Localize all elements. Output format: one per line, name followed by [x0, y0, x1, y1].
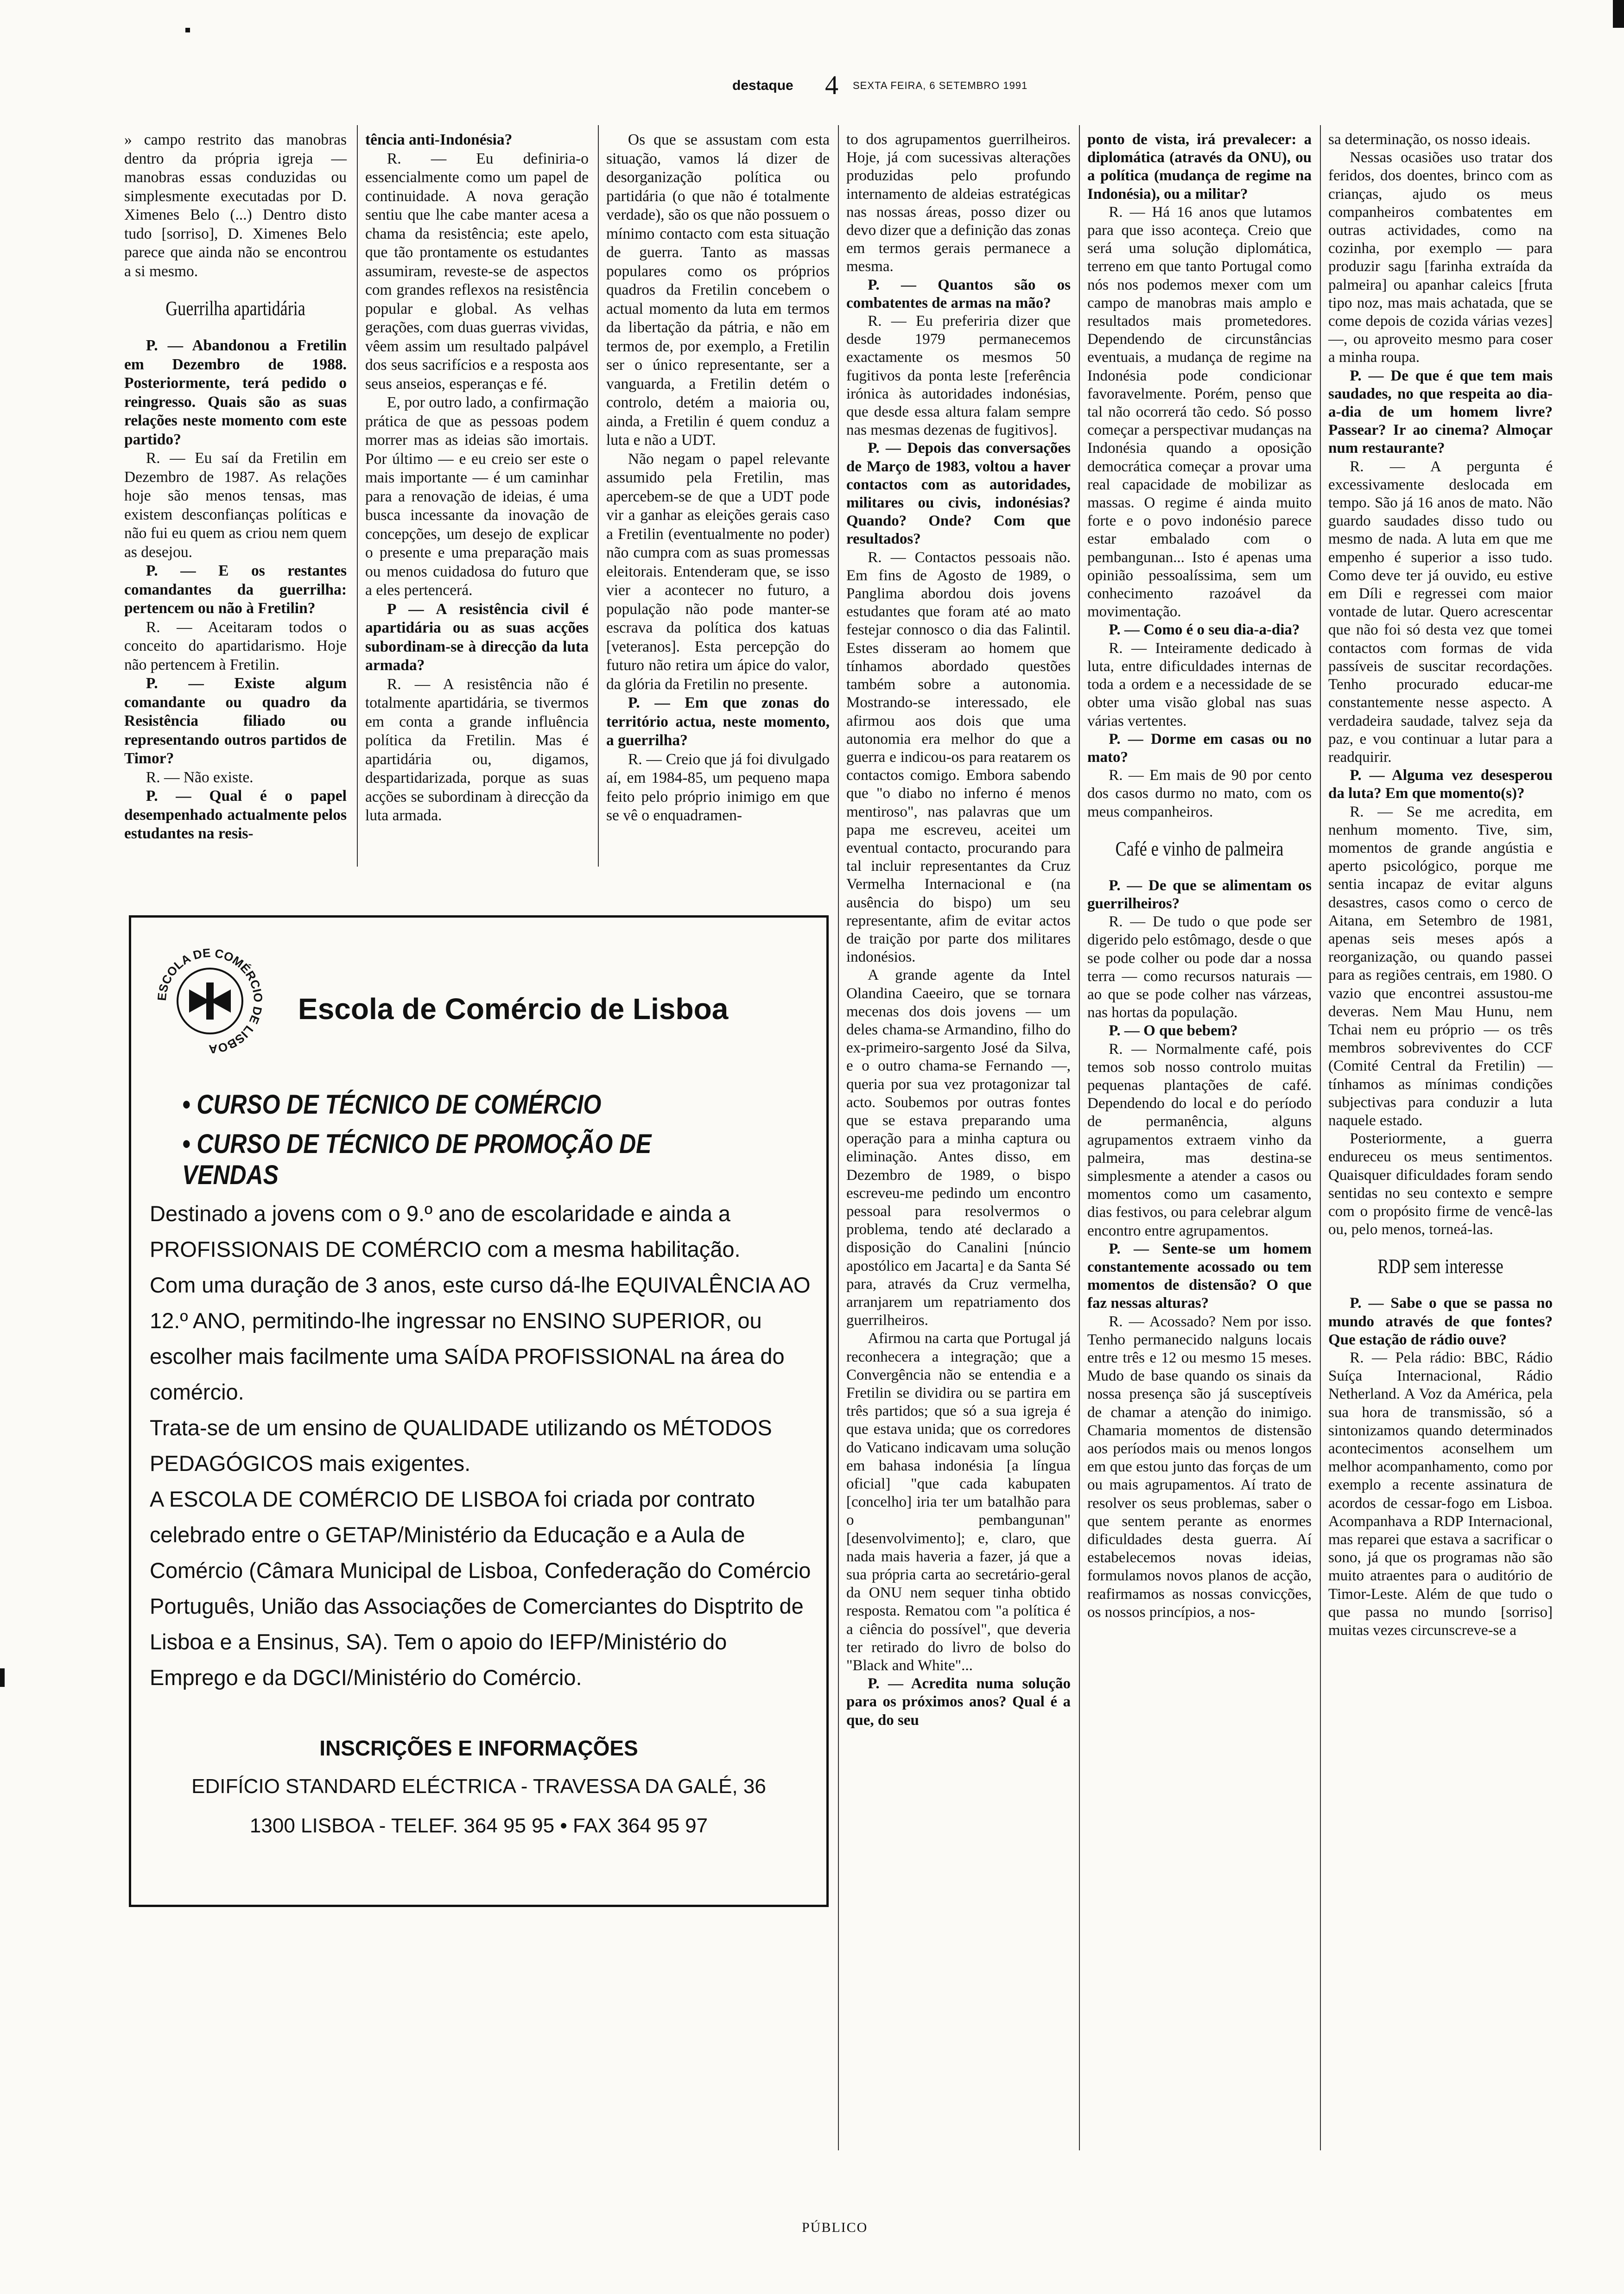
- question: tência anti-Indonésia?: [365, 131, 513, 148]
- subheading: Guerrilha apartidária: [165, 297, 305, 320]
- answer: R. — Eu definiria-o essencialmente como um papel de continuidade. A nova geração sentiu que lhe cabe manter acesa a chama da resistência; este apelo, que tão prontamente os estudantes assumiram, reveste-se de aspectos com grandes reflexos na resistência popular e global. As velhas gerações, com duas guerras vividas, vêem assim um resultado palpável dos seus sacrifícios e a resposta aos seus anseios, esperanças e fé.: [365, 150, 589, 393]
- answer: R. — Pela rádio: BBC, Rádio Suíça Internacional, Rádio Netherland. A Voz da América, pela sua hora de transmissão, só a sintonizamos quando determinados acontecimentos aconselhem um melhor acompanhamento, como por exemplo a recente assinatura de acordos de cessar-fogo em Lisboa. Acompanhava a RDP Internacional, mas reparei que estava a sacrificar o sono, já que os programas não são muito atraentes para o auditório de Timor-Leste. Além de que tudo o que passa no mundo [sorriso] muitas vezes circunscreve-se a: [1328, 1350, 1553, 1639]
- logo-ring-text: ESCOLA DE COMÉRCIO DE LISBOA: [154, 945, 266, 1057]
- advertisement: [129, 915, 829, 1907]
- contact-line: 1300 LISBOA - TELEF. 364 95 95 • FAX 364 95 97: [249, 1814, 708, 1837]
- article-column-6: [1328, 131, 1553, 1640]
- paragraph: sa determinação, os nosso ideais.: [1328, 131, 1531, 148]
- address-line: EDIFÍCIO STANDARD ELÉCTRICA - TRAVESSA DA GALÉ, 36: [191, 1775, 766, 1798]
- paragraph: Os que se assustam com esta situação, vamos lá dizer de desorganização política ou partidária (o que não é totalmente verdade), são os que não possuem o mínimo contacto com esta situação de guerra. Tanto as massas populares como os próprios quadros da Fretilin concebem o actual momento da luta em termos da libertação da pátria, e não em termos de, por exemplo, a Fretilin ser o único representante, ser a vanguarda, a Fretilin detém o controlo, detém a maioria ou, ainda, a Fretilin é quem conduz a luta e não a UDT.: [606, 131, 830, 449]
- question: P. — O que bebem?: [1109, 1022, 1238, 1039]
- course-title: • CURSO DE TÉCNICO DE PROMOÇÃO DE VENDAS: [182, 1129, 652, 1190]
- column-rule: [1320, 125, 1321, 2150]
- answer: R. — Eu saí da Fretilin em Dezembro de 1987. As relações hoje são menos tensas, mas existem desconfianças políticas e não fui eu quem as criou nem quem as desejou.: [124, 450, 347, 561]
- paragraph: to dos agrupamentos guerrilheiros. Hoje, já com sucessivas alterações produzidas pelo profundo internamento de aldeias estratégicas nas nossas áreas, posso dizer ou devo dizer que a definição das zonas em termos gerais permanece a mesma.: [846, 131, 1071, 275]
- ad-paragraph: Destinado a jovens com o 9.º ano de escolaridade e ainda a PROFISSIONAIS DE COMÉRCIO com a mesma habilitação.: [150, 1201, 741, 1261]
- question: P. — Qual é o papel desempenhado actualmente pelos estudantes na resis-: [124, 787, 347, 842]
- question: P. — Dorme em casas ou no mato?: [1087, 730, 1312, 766]
- subheading: Café e vinho de palmeira: [1115, 837, 1284, 860]
- section-name: destaque: [732, 78, 793, 93]
- question: ponto de vista, irá prevalecer: a diplomática (através da ONU), ou a política (mudança de regime na Indonésia), ou a militar?: [1087, 131, 1312, 203]
- publication-name: PÚBLICO: [802, 2220, 868, 2235]
- column-rule: [357, 125, 358, 867]
- article-column-2: [365, 131, 589, 825]
- question: P. — De que se alimentam os guerrilheiros?: [1087, 877, 1312, 912]
- column-rule: [598, 125, 599, 867]
- registration-title: INSCRIÇÕES E INFORMAÇÕES: [319, 1736, 638, 1760]
- paragraph: » campo restrito das manobras dentro da própria igreja — manobras essas conduzidas ou simplesmente executadas por D. Ximenes Belo (...) Dentro disto tudo [sorriso], D. Ximenes Belo parece que ainda não se encontrou a si mesmo.: [124, 131, 347, 280]
- answer: R. — Contactos pessoais não. Em fins de Agosto de 1989, o Panglima abordou dois jovens estudantes que foram até ao mato festejar connosco o dia das Falintil. Estes disseram ao homem que tínhamos abordado questões também sobre a autonomia. Mostrando-se interessado, ele afirmou aos dois que uma autonomia era melhor do que a guerra e indicou-os para reatarem os contactos comigo. Embora sabendo que "o diabo no inferno é menos mentiroso", nas palavras que um papa me escreveu, aceitei um eventual contacto, procurando para tal incluir representantes da Cruz Vermelha Internacional e (na ausência do bispo) um seu representante, afim de evitar actos de traição por parte dos militares indonésios.: [846, 549, 1071, 966]
- answer: R. — A pergunta é excessivamente deslocada em tempo. São já 16 anos de mato. Não guardo saudades disso tudo ou mesmo de nada. A luta em que me empenho é superior a isso tudo. Como deve ter já ouvido, eu estive em Díli e regressei com maior vontade de lutar. Quero acrescentar que não foi só desta vez que tomei contactos com formas de vida passíveis de suscitar recordações. Tenho procurado educar-me constantemente nesse aspecto. A verdadeira saudade, talvez seja da paz, e vou continuar a lutar para a readquirir.: [1328, 458, 1553, 766]
- registration-mark: [185, 28, 190, 32]
- question: P — A resistência civil é apartidária ou as suas acções subordinam-se à direcção da luta armada?: [365, 600, 589, 674]
- paragraph: Nessas ocasiões uso tratar dos feridos, dos doentes, brinco com as crianças, ajudo os meus companheiros combatentes em outras actividades, como na cozinha, por exemplo — para produzir sagu [farinha extraída da palmeira] ou apanhar caleics [fruta tipo noz, mas mais achatada, que se come depois de cozida várias vezes] —, ou aproveito mesmo para coser a minha roupa.: [1328, 149, 1553, 366]
- answer: R. — Há 16 anos que lutamos para que isso aconteça. Creio que será uma solução diplomática, terreno em que tanto Portugal como nós nos podemos mexer com um campo de manobras mais amplo e resultados mais prometedores. Dependendo de circunstâncias eventuais, a mudança de regime na Indonésia pode condicionar favoravelmente. Porém, penso que tal não ocorrerá tão cedo. Só posso começar a perspectivar mudanças na Indonésia quando a oposição democrática começar a provar uma real capacidade de mobilizar as massas. O regime é ainda muito forte e o povo indonésio parece estar embalado com o pembangunan... Isto é apenas uma opinião pessoalíssima, sem um conhecimento razoável da movimentação.: [1087, 203, 1312, 621]
- answer: R. — Normalmente café, pois temos sob nosso controlo muitas pequenas plantações de café. Dependendo do local e do período de permanência, alguns agrupamentos extraem vinho da palmeira, mas destina-se simplesmente a atender a casos ou momentos como um casamento, dias festivos, ou para celebrar algum encontro entre agrupamentos.: [1087, 1040, 1312, 1239]
- paragraph: Posteriormente, a guerra endureceu os meus sentimentos. Quaisquer dificuldades foram sendo sentidas no seu contexto e sempre com o propósito firme de vencê-las ou, pelo menos, torneá-las.: [1328, 1130, 1553, 1238]
- answer: R. — Acossado? Nem por isso. Tenho permanecido nalguns locais entre três e 12 ou mesmo 15 meses. Mudo de base quando os sinais da nossa presença são já susceptíveis de chamar a atenção do inimigo. Chamaria momentos de distensão aos períodos mais ou menos longos em que estou junto das forças de um ou mais agrupamentos. Aí trato de resolver os seus problemas, saber o que sentem perante as enormes dificuldades desta guerra. Aí estabelecemos novas ideias, formulamos novos planos de acção, reafirmamos as nossas convicções, os nossos princípios, a nos-: [1087, 1313, 1312, 1621]
- question: P. — Depois das conversações de Março de 1983, voltou a haver contactos com as autoridades, militares ou civis, indonésias? Quando? Onde? Com que resultados?: [846, 440, 1071, 548]
- question: P. — Alguma vez desesperou da luta? Em que momento(s)?: [1328, 767, 1553, 802]
- paragraph: Não negam o papel relevante assumido pela Fretilin, mas apercebem-se de que a UDT pode vir a ganhar as eleições gerais caso a Fretilin (eventualmente no poder) não cumpra com as suas promessas eleitorais. Entenderam que, se isso vier a acontecer no futuro, a população não pode manter-se escrava da política dos katuas [veteranos]. Esta percepção do futuro não retira um ápice do valor, da glória da Fretilin no presente.: [606, 450, 830, 693]
- question: P. — De que é que tem mais saudades, no que respeita ao dia-a-dia de um homem livre? Passear? Ir ao cinema? Almoçar num restaurante?: [1328, 367, 1553, 457]
- course-title: • CURSO DE TÉCNICO DE COMÉRCIO: [182, 1090, 602, 1120]
- question: P. — Existe algum comandante ou quadro da Resistência filiado ou representando outros partidos de Timor?: [124, 675, 347, 767]
- page-number: 4: [825, 70, 838, 100]
- question: P. — Abandonou a Fretilin em Dezembro de 1988. Posteriormente, terá pedido o reingresso. Quais são as suas relações neste momento com este partido?: [124, 337, 347, 448]
- article-column-4: [846, 131, 1071, 1730]
- subheading: RDP sem interesse: [1377, 1255, 1503, 1278]
- paragraph: Afirmou na carta que Portugal já reconhecera a integração; que a Convergência não se entendia e a Fretilin se dividira ou se partira em três partidos; que só a sua igreja é que estava unida; que os corredores do Vaticano indicavam uma solução em bahasa indonésia [a língua oficial] "que cada kabupaten [concelho] iria ter um batalhão para o pembangunan" [desenvolvimento]; e, claro, que nada mais haveria a fazer, já que a sua própria carta ao secretário-geral da ONU nem sequer tinha obtido resposta. Rematou com "a política é a ciência do possível", que deveria ter retirado do livro de bolso do "Black and White"...: [846, 1330, 1071, 1674]
- answer: R. — Inteiramente dedicado à luta, entre dificuldades internas de toda a ordem e a necessidade de se obter uma visão global nas suas várias vertentes.: [1087, 640, 1312, 729]
- answer: R. — A resistência não é totalmente apartidária, se tivermos em conta a grande influência política da Fretilin. Mas é apartidária ou, digamos, despartidarizada, porque as suas acções se subordinam à direcção da luta armada.: [365, 675, 589, 824]
- question: P. — E os restantes comandantes da guerrilha: pertencem ou não à Fretilin?: [124, 562, 347, 617]
- question: P. — Como é o seu dia-a-dia?: [1109, 621, 1300, 639]
- column-rule: [1079, 125, 1080, 2150]
- ad-paragraph: Trata-se de um ensino de QUALIDADE utilizando os MÉTODOS PEDAGÓGICOS mais exigentes.: [150, 1415, 772, 1476]
- question: P. — Sente-se um homem constantemente acossado ou tem momentos de distensão? O que faz nessas alturas?: [1087, 1240, 1312, 1312]
- answer: R. — Eu preferiria dizer que desde 1979 permanecemos exactamente os mesmos 50 fugitivos da ponta leste [referência irónica às autoridades indonésias, que desde essa altura falam sempre nas mesmas dezenas de fugitivos].: [846, 313, 1071, 439]
- ad-paragraph: Com uma duração de 3 anos, este curso dá-lhe EQUIVALÊNCIA AO 12.º ANO, permitindo-lhe ingressar no ENSINO SUPERIOR, ou escolher mais facilmente uma SAÍDA PROFISSIONAL na área do comércio.: [150, 1273, 811, 1404]
- ad-body: [150, 1196, 812, 1695]
- article-column-1: [124, 131, 347, 843]
- question: P. — Sabe o que se passa no mundo através de que fontes? Que estação de rádio ouve?: [1328, 1295, 1553, 1348]
- question: P. — Em que zonas do território actua, neste momento, a guerrilha?: [606, 694, 830, 749]
- school-logo: [154, 945, 266, 1057]
- registration-mark: [0, 1668, 5, 1687]
- registration-mark: [1613, 0, 1624, 28]
- question: P. — Quantos são os combatentes de armas na mão?: [846, 276, 1071, 311]
- paragraph: A grande agente da Intel Olandina Caeeiro, que se tornara mecenas dos dois jovens — um deles chama-se Armandino, filho do ex-primeiro-sargento José da Silva, e o outro chama-se Fernando —, queria por sua vez protagonizar tal acto. Soubemos por outras fontes que se estava preparando uma operação para a minha captura ou eliminação. Antes disso, em Dezembro de 1989, o bispo escreveu-me pedindo um encontro pessoal para resolvermos o problema, tendo até declarado a disposição do Canalini [núncio apostólico em Jacarta] e da Santa Sé para, através da Cruz vermelha, arranjarem um repatriamento dos guerrilheiros.: [846, 967, 1071, 1329]
- issue-date: SEXTA FEIRA, 6 SETEMBRO 1991: [853, 80, 1028, 91]
- column-rule: [838, 125, 839, 2150]
- article-column-3: [606, 131, 830, 825]
- answer: R. — De tudo o que pode ser digerido pelo estômago, desde o que se pode colher ou pode dar a nossa terra — como recursos naturais — ao que se pode colher nas várzeas, nas hortas da população.: [1087, 913, 1312, 1021]
- answer: R. — Não existe.: [146, 768, 254, 786]
- paragraph: E, por outro lado, a confirmação prática de que as pessoas podem morrer mas as ideias são imortais. Por último — e eu creio ser este o mais importante — é um caminhar para a renovação de ideias, é uma busca incessante da inovação de concepções, um desejo de explicar o presente e uma preparação mais ou menos cuidadosa do futuro que a eles pertencerá.: [365, 394, 589, 599]
- ad-paragraph: A ESCOLA DE COMÉRCIO DE LISBOA foi criada por contrato celebrado entre o GETAP/Ministério da Educação e a Aula de Comércio (Câmara Municipal de Lisboa, Confederação do Comércio Português, União das Associações de Comerciantes do Disptrito de Lisboa e a Ensinus, SA). Tem o apoio do IEFP/Ministério do Emprego e da DGCI/Ministério do Comércio.: [150, 1487, 811, 1690]
- article-column-5: [1087, 131, 1312, 1622]
- school-name: Escola de Comércio de Lisboa: [298, 992, 729, 1026]
- answer: R. — Em mais de 90 por cento dos casos durmo no mato, com os meus companheiros.: [1087, 767, 1312, 820]
- answer: R. — Se me acredita, em nenhum momento. Tive, sim, momentos de grande angústia e aperto psicológico, porque me sentia incapaz de evitar alguns desastres, casos como o cerco de Aitana, em Setembro de 1981, apenas seis meses após a reorganização, ou quando passei para as regiões centrais, em 1980. O vazio que encontrei assustou-me deveras. Nem Mau Hunu, nem Tchai nem eu próprio — os três membros sobreviventes do CCF (Comité Central da Fretilin) — tínhamos as mínimas condições subjectivas para conduzir a luta naquele estado.: [1328, 803, 1553, 1129]
- page-header: [695, 70, 1483, 107]
- answer: R. — Creio que já foi divulgado aí, em 1984-85, um pequeno mapa feito pelo próprio inimigo em que se vê o enquadramen-: [606, 750, 830, 824]
- answer: R. — Aceitaram todos o conceito do apartidarismo. Hoje não pertencem à Fretilin.: [124, 618, 347, 673]
- question: P. — Acredita numa solução para os próximos anos? Qual é a que, do seu: [846, 1675, 1071, 1729]
